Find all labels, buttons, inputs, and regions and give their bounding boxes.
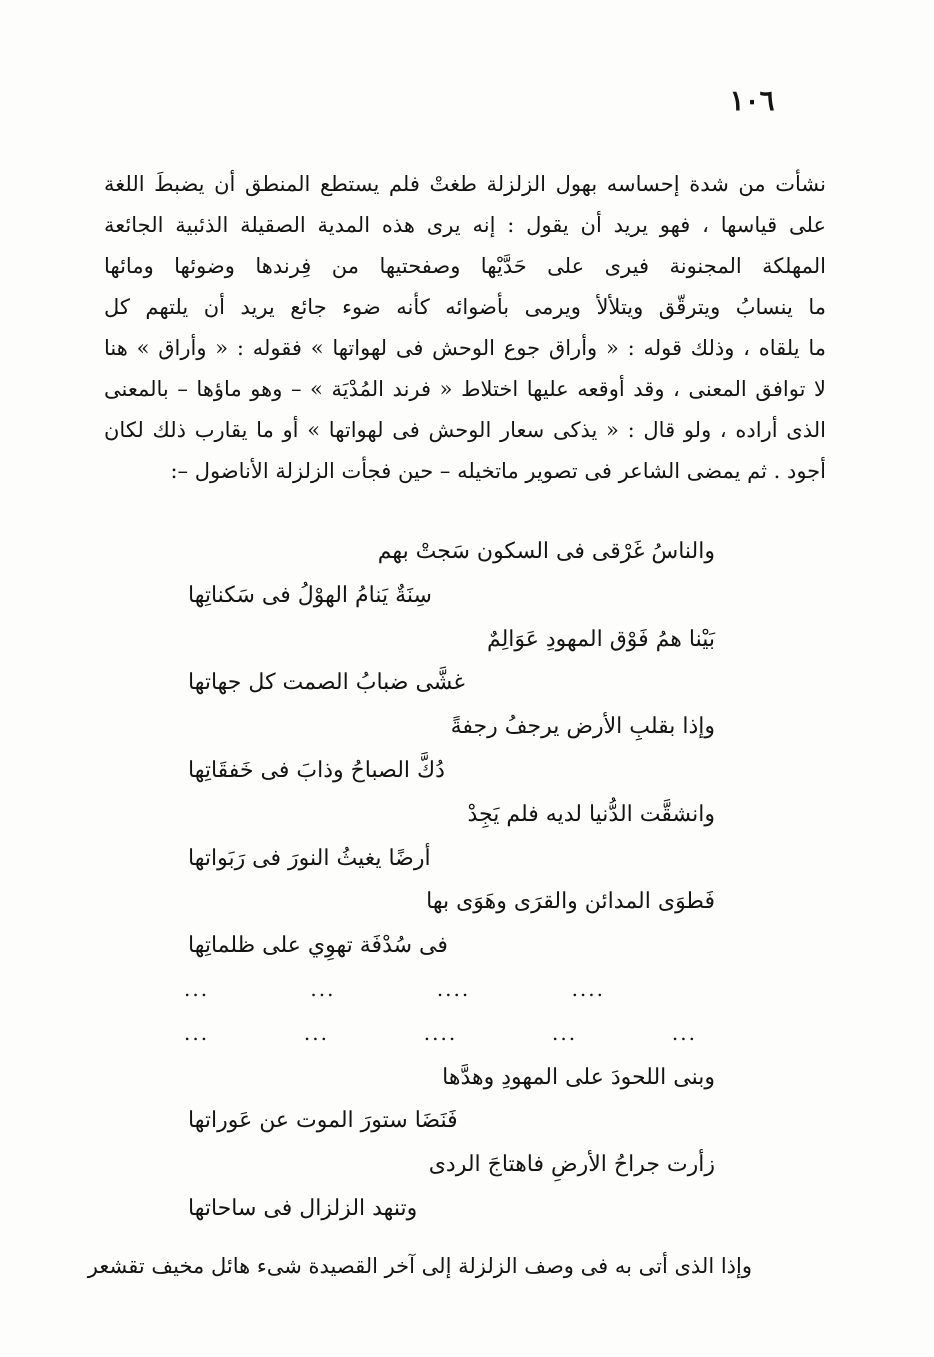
omission-dots: ... [303,1020,329,1045]
prose-line: المهلكة المجنونة فيرى على حَدَّيْها وصفحتيها من فِرندها وضوئها ومائها [104,254,826,278]
omission-dots: ... [310,976,336,1001]
prose-line: أجود . ثم يمضى الشاعر فى تصوير ماتخيله – حين فجأت الزلزلة الأناضول –: [170,459,826,483]
prose-line: ما ينسابُ ويترقّق ويتلألأ ويرمى بأضوائه كأنه ضوء جائع يريد أن يلتهم كل [104,295,826,319]
omission-row [170,968,715,1012]
page-number: ١٠٦ [729,84,775,117]
omission-dots: ... [671,1020,697,1045]
verse-first-hemistich: فَطوَى المدائن والقرَى وهَوَى بها [426,889,715,915]
verse-first-hemistich: وانشقَّت الدُّنيا لديه فلم يَجِدْ [467,801,715,827]
omission-dots: ... [552,1020,578,1045]
verse-second-hemistich: وتنهد الزلزال فى ساحاتها [188,1195,418,1221]
verse-first-hemistich: وبنى اللحودَ على المهودِ وهدَّها [442,1064,715,1090]
verse-second-hemistich: سِنَةٌ يَنامُ الهوْلُ فى سَكناتِها [188,582,432,608]
prose-paragraph [104,164,826,492]
verse-first-hemistich: بَيْنا همُ فَوْق المهودِ عَوَالِمٌ [486,626,715,652]
closing-line: وإذا الذى أتى به فى وصف الزلزلة إلى آخر القصيدة شىء هائل مخيف تقشعر [87,1254,752,1278]
omission-row [170,1012,715,1056]
omission-dots: ... [184,976,210,1001]
prose-line: لا توافق المعنى ، وقد أوقعه عليها اختلاط « فرند المُدْيَة » – وهو ماؤها – بالمعنى [104,377,826,401]
verse-second-hemistich: دُكَّ الصباحُ وذابَ فى خَفقَاتِها [188,757,445,783]
prose-line: الذى أراده ، ولو قال : « يذكى سعار الوحش فى لهواتها » أو ما يقارب ذلك لكان [104,418,826,442]
omission-dots: ... [184,1020,210,1045]
prose-line: على قياسها ، فهو يريد أن يقول : إنه يرى هذه المدية الصقيلة الذئبية الجائعة [104,213,826,237]
verse-first-hemistich: وإذا بقلبِ الأرض يرجفُ رجفةً [450,714,715,740]
poem-block [170,530,715,1231]
prose-line: ما يلقاه ، وذلك قوله : « وأراق جوع الوحش فى لهواتها » فقوله : « وأراق » هنا [104,336,826,360]
omission-dots: .... [436,976,471,1001]
verse-second-hemistich: أرضًا يغيثُ النورَ فى رَبَواتها [188,845,431,871]
omission-dots: .... [571,976,605,1001]
verse-first-hemistich: والناسُ غَرْقى فى السكون سَجتْ بهم [377,539,715,564]
verse-second-hemistich: غشَّى ضبابُ الصمت كل جهاتها [188,670,465,696]
verse-second-hemistich: فَنَضَا ستورَ الموت عن عَوراتها [188,1108,458,1134]
prose-line: نشأت من شدة إحساسه بهول الزلزلة طغتْ فلم يستطع المنطق أن يضبطَ اللغة [104,172,826,196]
verse-first-hemistich: زأرت جراحُ الأرضِ فاهتاجَ الردى [428,1152,715,1178]
omission-dots: .... [423,1020,458,1045]
verse-second-hemistich: فى سُدْفَة تهوِي على ظلماتِها [188,933,448,959]
